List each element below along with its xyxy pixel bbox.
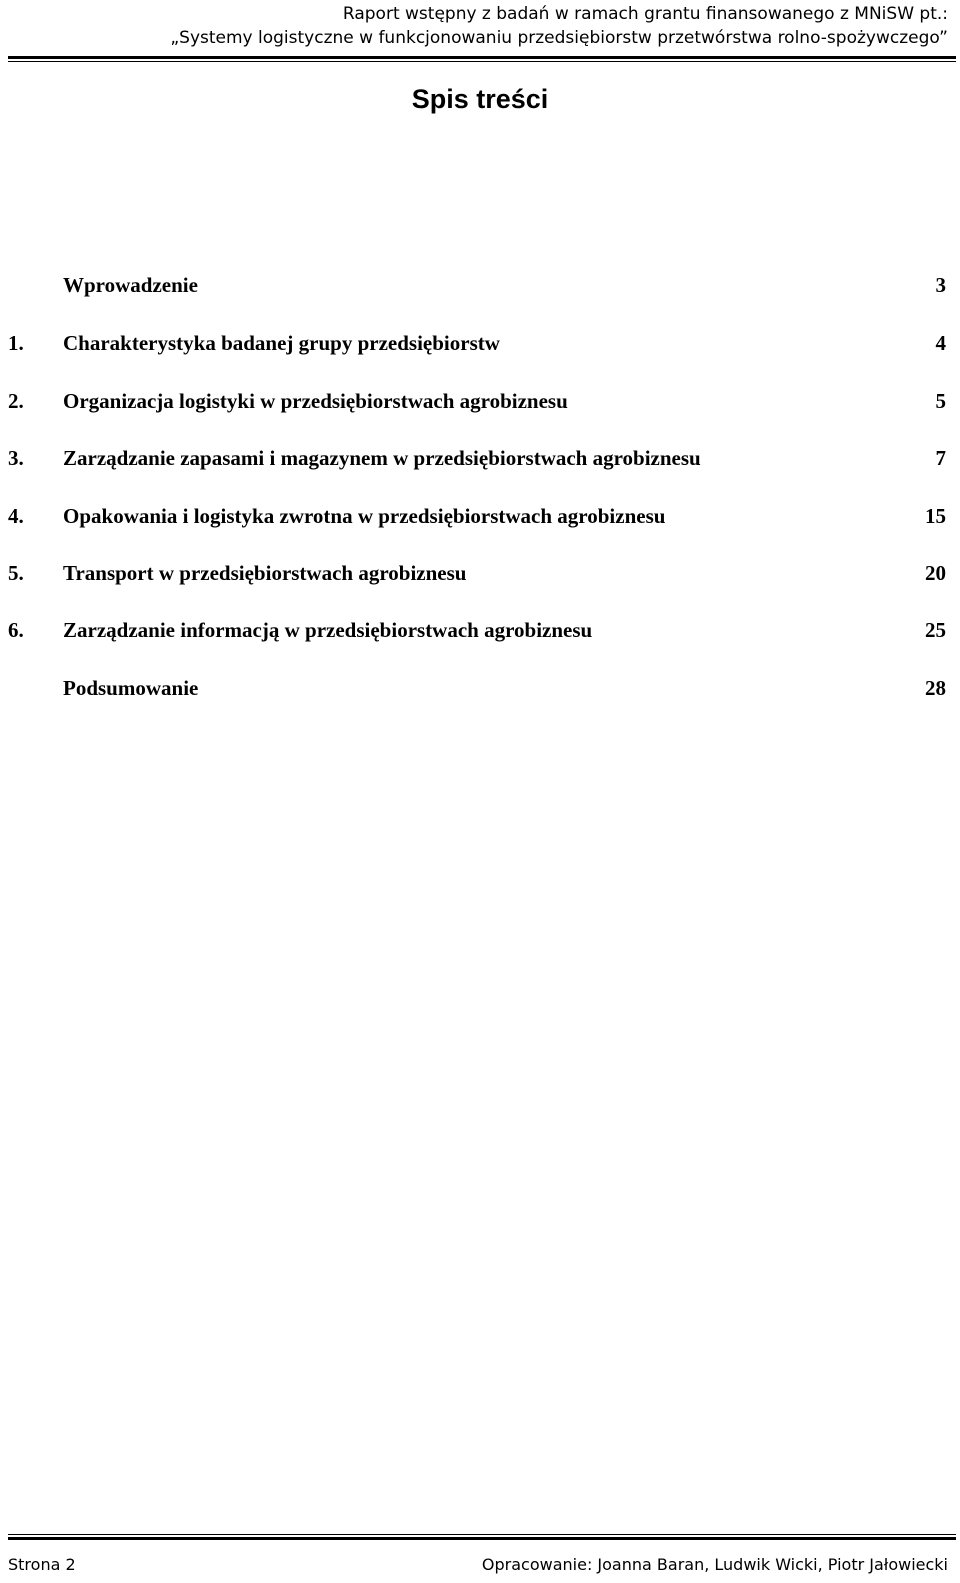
toc-entry-page[interactable]: 7	[935, 446, 946, 470]
toc-entry-label[interactable]: Zarządzanie informacją w przedsiębiorstwach agrobiznesu	[63, 618, 593, 642]
toc-entry-page[interactable]: 28	[925, 676, 946, 700]
toc-entry-page[interactable]: 20	[925, 561, 946, 585]
toc-entry-number: 6.	[8, 618, 24, 642]
header-divider	[8, 56, 956, 59]
footer-divider-thin	[8, 1534, 956, 1535]
toc-entry-number: 5.	[8, 561, 24, 585]
toc-entry[interactable]	[0, 558, 960, 588]
toc-entry-label[interactable]: Transport w przedsiębiorstwach agrobiznesu	[63, 561, 467, 585]
toc-entry-label[interactable]: Organizacja logistyki w przedsiębiorstwach agrobiznesu	[63, 389, 568, 413]
toc-entry-label[interactable]: Charakterystyka badanej grupy przedsiębiorstw	[63, 331, 500, 355]
header-divider-thin	[8, 61, 956, 62]
toc-entry[interactable]	[0, 443, 960, 473]
toc-entry-number: 3.	[8, 446, 24, 470]
toc-entry-page[interactable]: 4	[935, 331, 946, 355]
toc-entry-page[interactable]: 5	[935, 389, 946, 413]
toc-entry[interactable]	[0, 615, 960, 645]
toc-entry-label[interactable]: Zarządzanie zapasami i magazynem w przedsiębiorstwach agrobiznesu	[63, 446, 701, 470]
toc-entry[interactable]	[0, 386, 960, 416]
toc-entry[interactable]	[0, 270, 960, 300]
toc-entry-label[interactable]: Wprowadzenie	[63, 273, 198, 297]
toc-entry[interactable]	[0, 673, 960, 703]
toc-entry-page[interactable]: 3	[935, 273, 946, 297]
footer-divider	[8, 1537, 956, 1540]
toc-entry-number: 4.	[8, 504, 24, 528]
toc-entry-number: 2.	[8, 389, 24, 413]
toc-entry-page[interactable]: 25	[925, 618, 946, 642]
toc-title: Spis treści	[411, 84, 549, 114]
toc-entry[interactable]	[0, 328, 960, 358]
toc-entry-label[interactable]: Podsumowanie	[63, 676, 199, 700]
toc-entry-page[interactable]: 15	[925, 504, 946, 528]
header-report-title: Raport wstępny z badań w ramach grantu finansowanego z MNiSW pt.:	[342, 4, 948, 24]
footer-authors: Opracowanie: Joanna Baran, Ludwik Wicki, Piotr Jałowiecki	[481, 1555, 948, 1574]
header-grant-title: „Systemy logistyczne w funkcjonowaniu przedsiębiorstw przetwórstwa rolno-spożywczego”	[170, 28, 948, 48]
toc-entry-number: 1.	[8, 331, 24, 355]
toc-entry-label[interactable]: Opakowania i logistyka zwrotna w przedsiębiorstwach agrobiznesu	[63, 504, 666, 528]
toc-entry[interactable]	[0, 501, 960, 531]
page-number: Strona 2	[8, 1555, 76, 1574]
